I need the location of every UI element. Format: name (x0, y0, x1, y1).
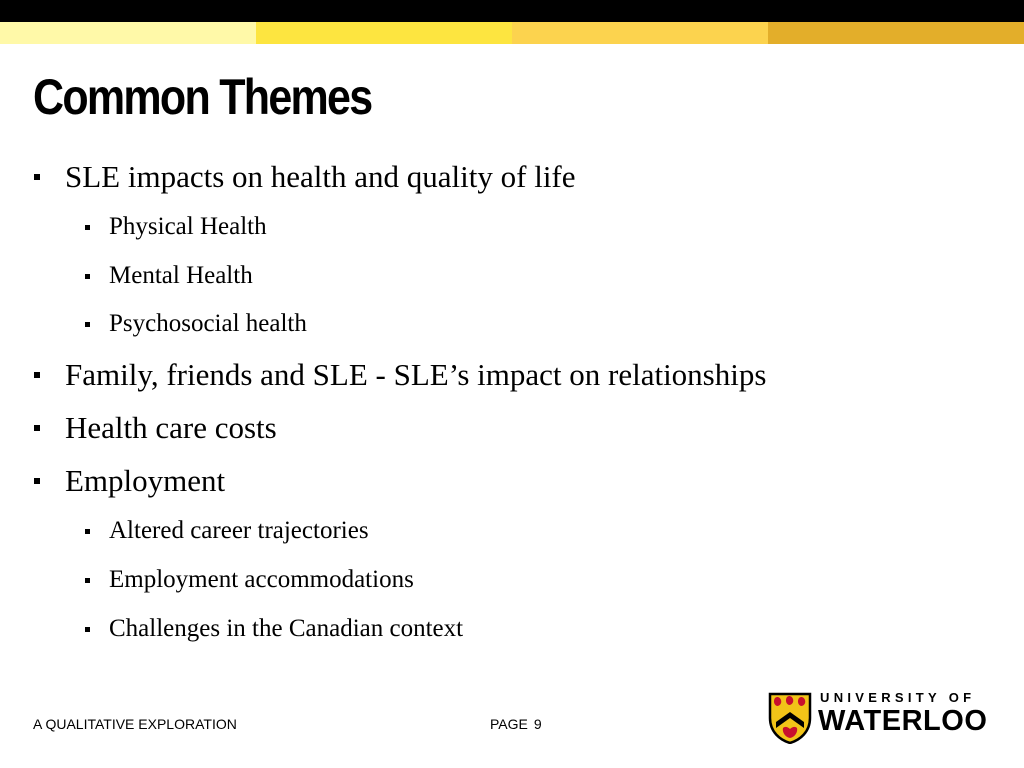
square-bullet-icon (34, 425, 40, 431)
top-black-bar (0, 0, 1024, 22)
logo-university-of: UNIVERSITY OF (820, 690, 976, 705)
square-bullet-icon (85, 225, 90, 230)
bullet-item-level1 (65, 409, 277, 447)
bullet-item-level1 (65, 158, 576, 196)
university-logo (768, 690, 998, 746)
bullet-item-level2 (109, 564, 414, 596)
bullet-text: Altered career trajectories (109, 517, 369, 544)
square-bullet-icon (34, 174, 40, 180)
bullet-text: SLE impacts on health and quality of life (65, 159, 576, 194)
bullet-text: Health care costs (65, 410, 277, 445)
bullet-item-level2 (109, 613, 463, 645)
square-bullet-icon (85, 529, 90, 534)
bullet-text: Employment accommodations (109, 566, 414, 593)
bullet-text: Challenges in the Canadian context (109, 615, 464, 642)
square-bullet-icon (34, 478, 40, 484)
logo-waterloo: WATERLOO (818, 705, 988, 737)
bullet-item-level2 (109, 515, 369, 547)
footer-presentation-title: A QUALITATIVE EXPLORATION (33, 716, 237, 732)
gold-header-band (0, 22, 1024, 44)
bullet-item-level2 (109, 211, 267, 243)
square-bullet-icon (34, 372, 40, 378)
bullet-text: Employment (65, 463, 226, 498)
bullet-item-level1 (65, 356, 766, 394)
footer-page-indicator (490, 716, 542, 732)
square-bullet-icon (85, 578, 90, 583)
page-label: PAGE (490, 716, 528, 732)
bullet-text: Physical Health (109, 213, 267, 240)
university-crest-icon (768, 692, 812, 744)
bullet-text: Mental Health (109, 262, 253, 289)
bullet-text: Psychosocial health (109, 310, 307, 337)
bullet-item-level2 (109, 260, 253, 292)
gold-band-segment-2 (256, 22, 512, 44)
gold-band-segment-4 (768, 22, 1024, 44)
square-bullet-icon (85, 322, 90, 327)
bullet-text: Family, friends and SLE - SLE’s impact on relationships (65, 357, 767, 392)
square-bullet-icon (85, 274, 90, 279)
gold-band-segment-1 (0, 22, 256, 44)
bullet-item-level1 (65, 462, 225, 500)
page-number: 9 (533, 716, 542, 732)
gold-band-segment-3 (512, 22, 768, 44)
square-bullet-icon (85, 627, 90, 632)
bullet-item-level2 (109, 308, 307, 340)
slide-title: Common Themes (33, 69, 372, 125)
